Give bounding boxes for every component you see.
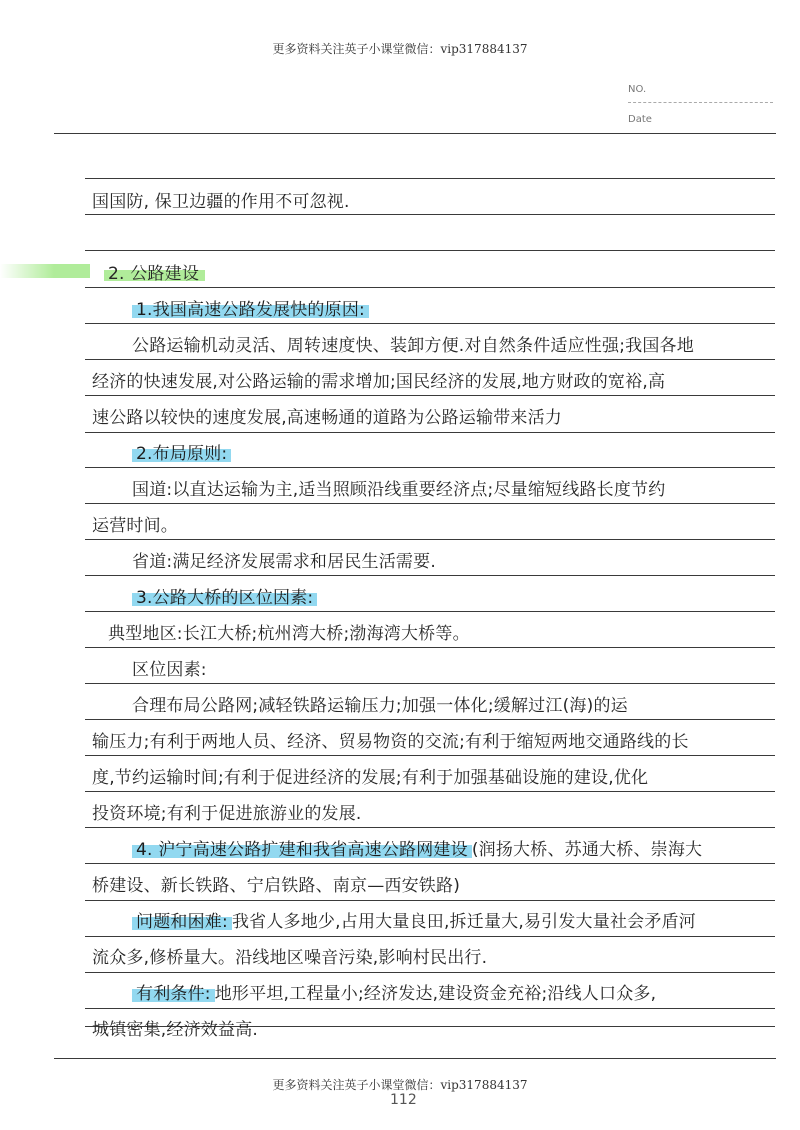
rule-line [54,1058,776,1059]
rule-line [85,323,775,324]
text-line: 公路运输机动灵活、周转速度快、装卸方便.对自然条件适应性强;我国各地 [132,336,694,356]
subheading-text: 有利条件: [132,984,215,1004]
rule-line [54,133,776,134]
rule-line [85,395,775,396]
text-line: 省道:满足经济发展需求和居民生活需要. [132,552,436,572]
subheading-note: (润扬大桥、苏通大桥、崇海大 [471,840,703,860]
text-line: 流众多,修桥量大。沿线地区噪音污染,影响村民出行. [92,948,488,968]
text-line: 经济的快速发展,对公路运输的需求增加;国民经济的发展,地方财政的宽裕,高 [92,372,666,392]
rule-line [85,539,775,540]
subheading-line [132,983,800,1005]
watermark-bottom: 更多资料关注英子小课堂微信：vip317884137 [272,1078,528,1092]
section-heading [104,263,784,285]
subheading-text: 2.布局原则: [132,444,231,464]
no-line [628,102,773,103]
date-label: Date [628,114,652,125]
text-line: 速公路以较快的速度发展,高速畅通的道路为公路运输带来活力 [92,408,563,428]
rule-line [85,755,775,756]
rule-line [85,863,775,864]
highlighter-mark [0,264,90,278]
rule-line [85,611,775,612]
text-line: 国国防, 保卫边疆的作用不可忽视. [92,192,350,212]
subheading-text: 4. 沪宁高速公路扩建和我省高速公路网建设 [132,840,472,860]
subheading-text: 问题和困难: [132,912,232,932]
subheading [132,443,800,465]
text-line: 城镇密集,经济效益高. [92,1020,259,1040]
text-line: 度,节约运输时间;有利于促进经济的发展;有利于加强基础设施的建设,优化 [92,768,649,788]
text-line: 投资环境;有利于促进旅游业的发展. [92,804,362,824]
text-line: 桥建设、新长铁路、宁启铁路、南京—西安铁路) [92,876,461,896]
subheading-text: 1.我国高速公路发展快的原因: [132,300,369,320]
rule-line [85,575,775,576]
no-label: NO. [628,84,647,95]
text-line: 合理布局公路网;减轻铁路运输压力;加强一体化;缓解过江(海)的运 [132,696,628,716]
rule-line [85,647,775,648]
subheading-text: 3.公路大桥的区位因素: [132,588,317,608]
section-heading-text: 2. 公路建设 [104,264,205,284]
inline-text: 地形平坦,工程量小;经济发达,建设资金充裕;沿线人口众多, [214,984,657,1004]
rule-line [85,972,775,973]
rule-line [85,683,775,684]
rule-line [85,936,775,937]
subheading-line [132,911,800,933]
rule-line [85,900,775,901]
text-line: 运营时间。 [92,516,178,536]
rule-line [85,503,775,504]
text-line: 区位因素: [132,660,207,680]
rule-line [85,827,775,828]
subheading [132,299,800,321]
text-line: 输压力;有利于两地人员、经济、贸易物资的交流;有利于缩短两地交通路线的长 [92,732,689,752]
rule-line [85,791,775,792]
rule-line [85,359,775,360]
rule-line [85,250,775,251]
subheading [132,587,800,609]
page-number: 112 [390,1092,417,1108]
rule-line [85,719,775,720]
rule-line [85,1008,775,1009]
rule-line [85,214,775,215]
watermark-top: 更多资料关注英子小课堂微信：vip317884137 [272,42,528,56]
text-line: 国道:以直达运输为主,适当照顾沿线重要经济点;尽量缩短线路长度节约 [132,480,666,500]
text-line: 典型地区:长江大桥;杭州湾大桥;渤海湾大桥等。 [108,624,470,644]
subheading-line [132,839,800,861]
rule-line [85,178,775,179]
rule-line [85,287,775,288]
rule-line [85,432,775,433]
rule-line [85,467,775,468]
inline-text: 我省人多地少,占用大量良田,拆迁量大,易引发大量社会矛盾河 [231,912,696,932]
